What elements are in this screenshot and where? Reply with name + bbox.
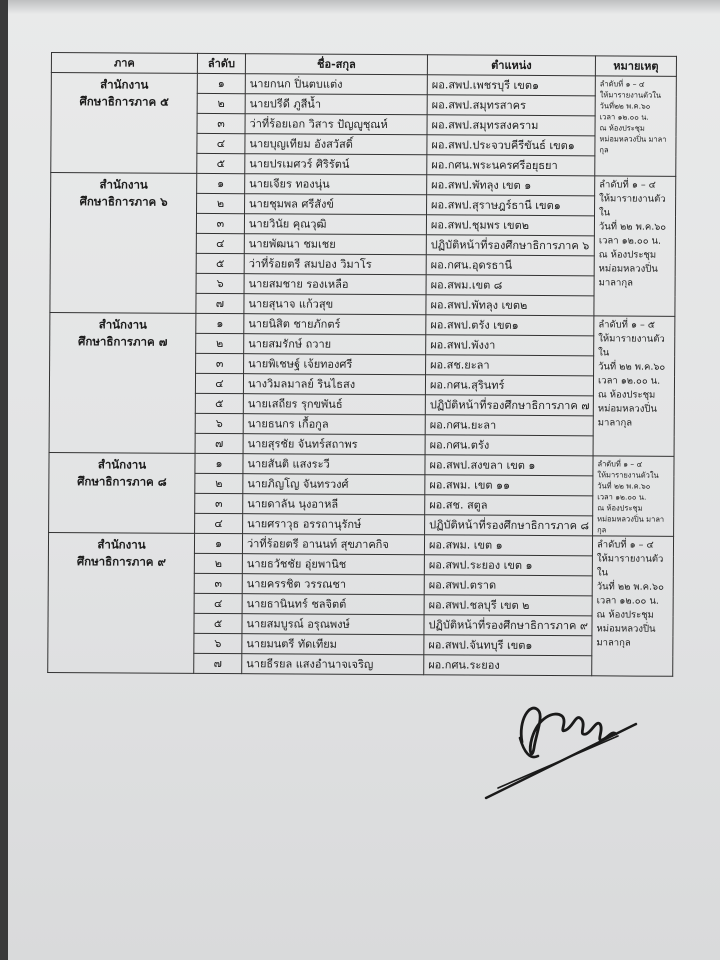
name-cell: ว่าที่ร้อยตรี สมปอง วิมาโร (244, 254, 426, 275)
name-cell: นายสมบูรณ์ อรุณพงษ์ (242, 614, 424, 635)
name-cell: นายสมรักษ์ ถวาย (244, 334, 426, 355)
position-cell: ผอ.สพป.สงขลา เขต ๑ (425, 455, 593, 476)
order-cell: ๑ (194, 533, 242, 553)
name-cell: นายกนก ปิ่นตบแต่ง (245, 74, 427, 95)
position-cell: ผอ.สพป.ตราด (424, 575, 592, 596)
order-cell: ๑ (195, 453, 243, 473)
position-cell: ปฏิบัติหน้าที่รองศึกษาธิการภาค ๗ (425, 395, 593, 416)
page-shadow (8, 0, 720, 14)
position-cell: ปฏิบัติหน้าที่รองศึกษาธิการภาค ๖ (426, 235, 594, 256)
position-cell: ผอ.สพป.พังงา (426, 335, 594, 356)
region-cell (49, 312, 196, 453)
position-cell: ผอ.กศน.สุรินทร์ (425, 375, 593, 396)
order-cell: ๗ (194, 653, 242, 673)
position-cell: ผอ.สพป.สมุทรสงคราม (427, 115, 595, 136)
region-line: สำนักงาน (97, 457, 147, 472)
position-cell: ผอ.กศน.อุดรธานี (426, 255, 594, 276)
name-cell: นายสันติ แสงระวี (243, 454, 425, 475)
order-cell: ๑ (196, 313, 244, 333)
remark-line: ให้มารายงานตัวใน (598, 333, 665, 359)
remark-line: ลำดับที่ ๑ – ๔ (599, 179, 656, 191)
remark-line: ณ ห้องประชุม (598, 249, 657, 261)
header-name: ชื่อ-สกุล (245, 54, 427, 75)
position-cell: ผอ.สพป.ตรัง เขต๑ (426, 315, 594, 336)
name-cell: นายบุญเทียม อังสวัสดิ์ (245, 134, 427, 155)
name-cell: นายพิเชษฐ์ เจ้ยทองศรี (244, 354, 426, 375)
remark-line: ลำดับที่ ๑ – ๔ (599, 79, 645, 89)
name-cell: นายธานินทร์ ชลจิตต์ (242, 594, 424, 615)
position-cell: ผอ.สพป.สุราษฎร์ธานี เขต๑ (427, 195, 595, 216)
remark-line: ณ ห้องประชุม (599, 123, 645, 133)
order-cell: ๔ (197, 133, 245, 153)
table-row (51, 73, 676, 97)
remark-cell (595, 76, 677, 176)
remark-line: กุล (599, 145, 609, 155)
region-cell (48, 532, 195, 673)
region-line: สำนักงาน (100, 77, 149, 92)
remark-line: ณ ห้องประชุม (597, 503, 643, 513)
remark-line: ลำดับที่ ๑ – ๔ (596, 539, 654, 551)
position-cell: ผอ.สพป.พัทลุง เขต ๑ (427, 175, 595, 196)
name-cell: นายปรีดี ภูสีน้ำ (245, 94, 427, 115)
order-cell: ๔ (195, 373, 243, 393)
name-cell: นายวินัย คุณวุฒิ (244, 214, 426, 235)
remark-line: วันที่๒๒ พ.ค.๖๐ (599, 101, 651, 111)
position-cell: ผอ.สพม. เขต ๑๑ (425, 475, 593, 496)
region-line: สำนักงาน (98, 317, 148, 332)
remark-line: มาลากุล (597, 417, 633, 429)
order-cell: ๒ (195, 473, 243, 493)
order-cell: ๔ (196, 233, 244, 253)
assignment-table (47, 52, 677, 677)
order-cell: ๔ (195, 513, 243, 533)
name-cell: นายธวัชชัย อุ่ยพานิช (242, 554, 424, 575)
name-cell: ว่าที่ร้อยเอก วิสาร ปัญญูชุณห์ (245, 114, 427, 135)
order-cell: ๓ (194, 573, 242, 593)
position-cell: ผอ.กศน.ตรัง (425, 435, 593, 456)
name-cell: นางวิมลมาลย์ รินไธสง (243, 374, 425, 395)
remark-line: มาลากุล (596, 637, 631, 649)
region-cell (50, 173, 197, 314)
name-cell: นายชุมพล ศรีสังข์ (245, 194, 427, 215)
order-cell: ๖ (194, 633, 242, 653)
position-cell: ปฏิบัติหน้าที่รองศึกษาธิการภาค ๘ (425, 515, 593, 536)
order-cell: ๓ (196, 353, 244, 373)
header-order: ลำดับ (197, 53, 245, 73)
remark-line: ให้มารายงานตัวใน (598, 193, 666, 219)
table-row (50, 312, 675, 336)
position-cell: ผอ.สพม. เขต ๑ (424, 535, 592, 556)
name-cell: นายสมชาย รองเหลือ (244, 274, 426, 295)
remark-line: ลำดับที่ ๑ – ๔ (597, 459, 643, 469)
order-cell: ๓ (197, 113, 245, 133)
remark-line: เวลา ๑๒.๐๐ น. (597, 492, 647, 502)
order-cell: ๒ (197, 193, 245, 213)
region-line: สำนักงาน (97, 537, 146, 552)
name-cell: นายสุนาจ แก้วสุข (244, 294, 426, 315)
name-cell: นายเจียร ทองนุ่น (245, 174, 427, 195)
order-cell: ๑ (197, 73, 245, 93)
order-cell: ๕ (195, 393, 243, 413)
position-cell: ผอ.สพป.ระยอง เขต ๑ (424, 555, 592, 576)
order-cell: ๗ (195, 433, 243, 453)
header-remark: หมายเหตุ (595, 56, 676, 76)
remark-line: หม่อมหลวงปิ่น (596, 623, 656, 635)
header-region: ภาค (51, 53, 197, 74)
remark-line: มาลากุล (598, 277, 633, 289)
position-cell: ผอ.สพป.พัทลุง เขต๒ (426, 295, 594, 316)
position-cell: ผอ.สพป.สมุทรสาคร (427, 95, 595, 116)
position-cell: ผอ.กศน.ระยอง (424, 655, 592, 676)
order-cell: ๓ (195, 493, 243, 513)
position-cell: ผอ.สพป.ชลบุรี เขต ๒ (424, 595, 592, 616)
position-cell: ผอ.สพป.เพชรบุรี เขต๑ (427, 75, 595, 96)
name-cell: นายครรชิต วรรณชา (242, 574, 424, 595)
order-cell: ๕ (197, 153, 245, 173)
position-cell: ผอ.สพป.ประจวบคีรีขันธ์ เขต๑ (427, 135, 595, 156)
position-cell: ผอ.สพป.ชุมพร เขต๒ (426, 215, 594, 236)
header-position: ตำแหน่ง (427, 55, 595, 76)
signature-mark (458, 690, 658, 810)
document-page (8, 0, 720, 960)
region-cell (49, 452, 195, 533)
remark-line: ให้มารายงานตัวใน (597, 470, 659, 480)
remark-line: วันที่ ๒๒ พ.ค.๖๐ (596, 581, 664, 593)
region-line: ศึกษาธิการภาค ๕ (79, 94, 169, 109)
position-cell: ผอ.กศน.ยะลา (425, 415, 593, 436)
remark-line: ให้มารายงานตัวใน (596, 553, 664, 579)
remark-line: ลำดับที่ ๑ – ๕ (598, 319, 656, 331)
table-row (48, 532, 673, 556)
order-cell: ๒ (194, 553, 242, 573)
order-cell: ๑ (197, 173, 245, 193)
remark-line: เวลา ๑๒.๐๐ น. (599, 112, 649, 122)
name-cell: นายธีรยล แสงอำนาจเจริญ (242, 654, 424, 675)
name-cell: นายปรเมศวร์ ศิริรัตน์ (245, 154, 427, 175)
order-cell: ๒ (197, 93, 245, 113)
region-line: สำนักงาน (99, 177, 148, 192)
region-line: ศึกษาธิการภาค ๖ (79, 194, 168, 209)
order-cell: ๔ (194, 593, 242, 613)
remark-cell (593, 316, 675, 456)
name-cell: นายนิสิต ชายภักตร์ (244, 314, 426, 335)
name-cell: ว่าที่ร้อยตรี อานนท์ สุขภาคกิจ (242, 534, 424, 555)
name-cell: นายดาลัน นุงอาหลี (243, 494, 425, 515)
remark-line: วันที่ ๒๒ พ.ค.๖๐ (598, 221, 667, 233)
position-cell: ผอ.สพป.จันทบุรี เขต๑ (424, 635, 592, 656)
position-cell: ผอ.สช. สตูล (425, 495, 593, 516)
remark-line: หม่อมหลวงปิ่น มาลา (599, 134, 667, 144)
order-cell: ๕ (196, 253, 244, 273)
name-cell: นายศราวุธ อรรถานุรักษ์ (243, 514, 425, 535)
remark-line: หม่อมหลวงปิ่น มาลากุล (597, 514, 665, 535)
order-cell: ๖ (195, 413, 243, 433)
name-cell: นายธนกร เกื้อกูล (243, 414, 425, 435)
region-line: ศึกษาธิการภาค ๘ (77, 474, 167, 489)
position-cell: ผอ.สพม.เขต ๘ (426, 275, 594, 296)
position-cell: ผอ.กศน.พระนครศรีอยุธยา (427, 155, 595, 176)
name-cell: นายภิญโญ จันทรวงศ์ (243, 474, 425, 495)
remark-line: วันที่ ๒๒ พ.ค.๖๐ (597, 481, 651, 491)
remark-cell (592, 536, 674, 676)
region-line: ศึกษาธิการภาค ๗ (78, 334, 168, 349)
remark-line: หม่อมหลวงปิ่น (598, 263, 658, 275)
remark-line: วันที่ ๒๒ พ.ค.๖๐ (598, 361, 666, 373)
remark-line: เวลา ๑๒.๐๐ น. (596, 595, 659, 607)
name-cell: นายพัฒนา ชมเชย (244, 234, 426, 255)
order-cell: ๗ (196, 293, 244, 313)
table-body (48, 73, 677, 677)
position-cell: ผอ.สช.ยะลา (426, 355, 594, 376)
table-row (49, 452, 674, 476)
table-row (51, 173, 676, 197)
name-cell: นายเสถียร รุกขพันธ์ (243, 394, 425, 415)
remark-line: เวลา ๑๒.๐๐ น. (598, 235, 662, 247)
remark-line: ให้มารายงานตัวใน (599, 90, 662, 100)
assignment-table-sheet (47, 52, 676, 677)
remark-cell (594, 176, 676, 316)
remark-line: ณ ห้องประชุม (596, 609, 654, 621)
remark-line: หม่อมหลวงปิ่น (597, 403, 657, 415)
remark-line: เวลา ๑๒.๐๐ น. (597, 375, 661, 387)
order-cell: ๖ (196, 273, 244, 293)
region-line: ศึกษาธิการภาค ๙ (76, 554, 166, 569)
name-cell: นายสุรชัย จันทร์สถาพร (243, 434, 425, 455)
order-cell: ๕ (194, 613, 242, 633)
name-cell: นายมนตรี ทัดเทียม (242, 634, 424, 655)
position-cell: ปฏิบัติหน้าที่รองศึกษาธิการภาค ๙ (424, 615, 592, 636)
order-cell: ๓ (196, 213, 244, 233)
remark-line: ณ ห้องประชุม (597, 389, 656, 401)
order-cell: ๒ (196, 333, 244, 353)
region-cell (51, 73, 198, 174)
remark-cell (593, 456, 674, 536)
